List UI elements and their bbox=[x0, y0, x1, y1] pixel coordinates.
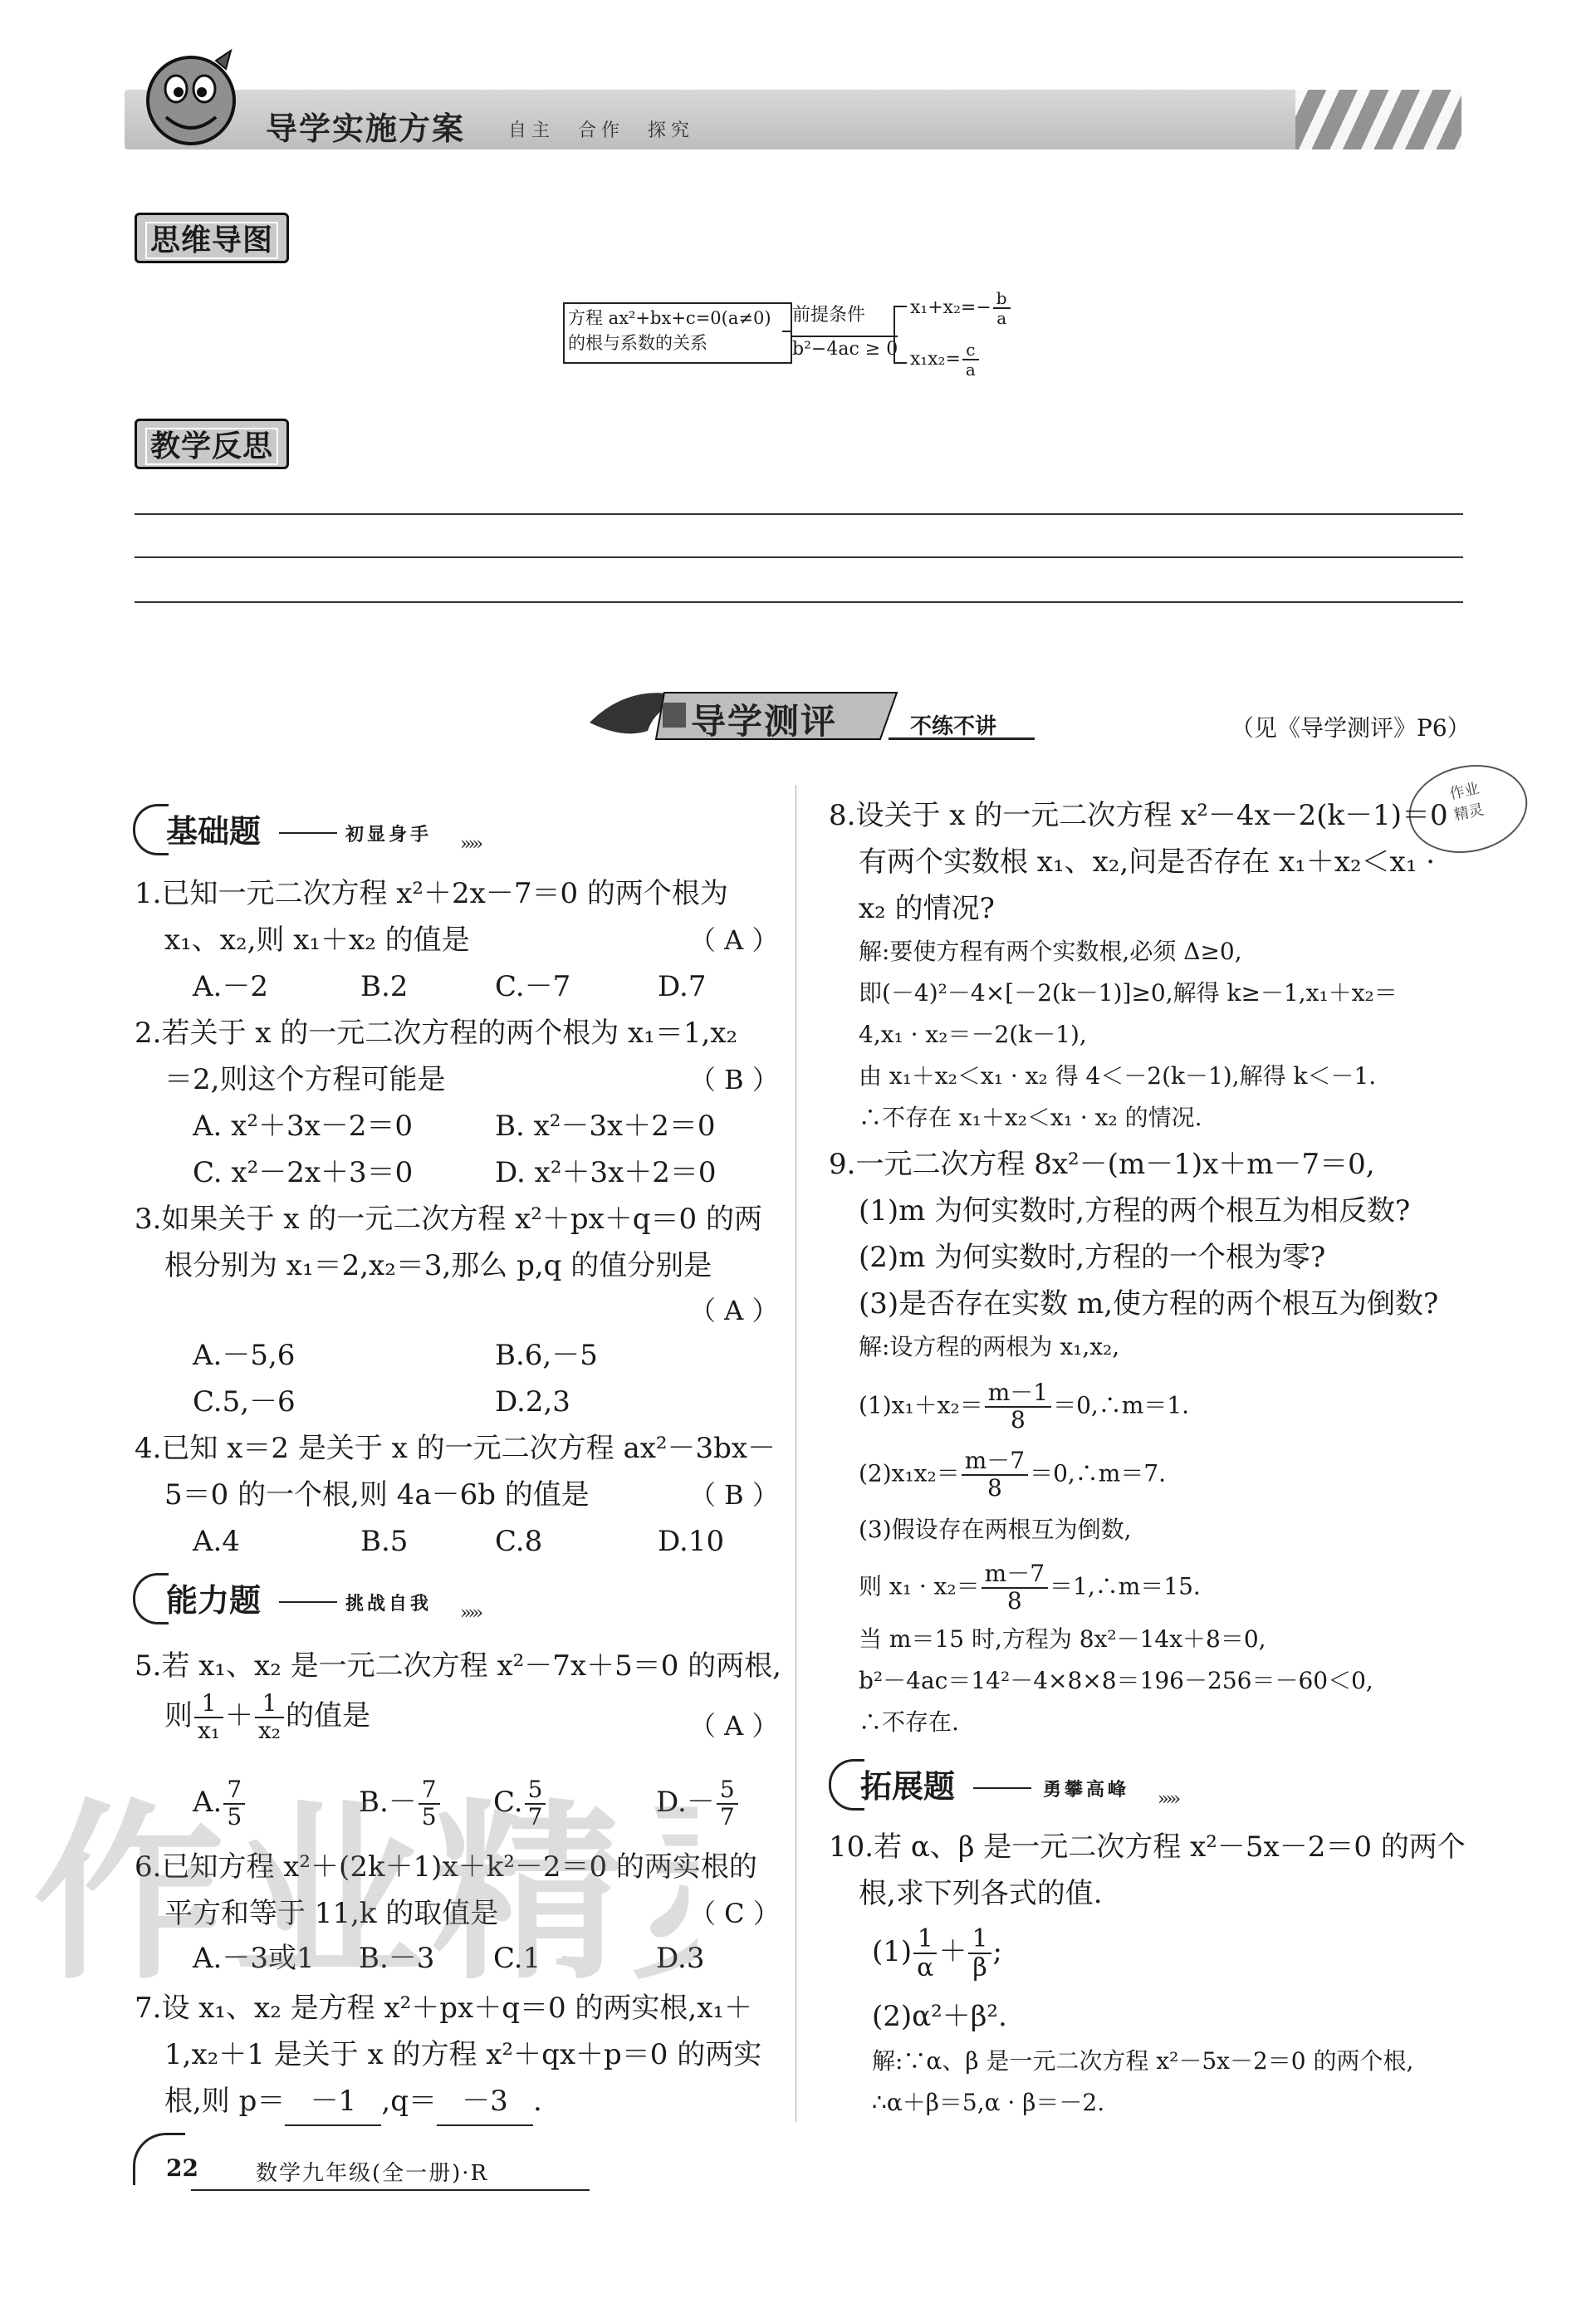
mindmap-box-line2: 的根与系数的关系 bbox=[568, 333, 707, 353]
svg-text:作业精灵: 作业精 bbox=[33, 1784, 632, 1993]
stamp-logo: 作业 精灵 bbox=[1401, 754, 1535, 864]
q6-line2: 平方和等于 11,k 的取值是 bbox=[164, 1897, 499, 1930]
mindmap-connector bbox=[782, 331, 792, 332]
section-ability-title: 能力题 bbox=[166, 1582, 262, 1619]
section-ability-sub: 挑战自我 bbox=[345, 1593, 433, 1615]
reflection-line-3 bbox=[135, 601, 1463, 603]
section-basic-line bbox=[279, 832, 337, 834]
q2-option-d: D. x²＋3x＋2＝0 bbox=[495, 1156, 717, 1189]
q9-solution-2: (1)x₁＋x₂＝ $\frac{m-1}{8}$ ＝0,∴m＝1. bbox=[859, 1379, 1190, 1433]
chevrons-icon: ››››› bbox=[1158, 1789, 1177, 1810]
q9-line2: (1)m 为何实数时,方程的两个根互为相反数? bbox=[859, 1194, 1411, 1228]
q1-line1: 1.已知一元二次方程 x²＋2x－7＝0 的两个根为 bbox=[135, 877, 728, 910]
q8-line2: 有两个实数根 x₁、x₂,问是否存在 x₁＋x₂＜x₁ · bbox=[859, 845, 1436, 879]
q2-option-a: A. x²＋3x－2＝0 bbox=[193, 1110, 414, 1143]
q1-answer: （ A ） bbox=[689, 924, 779, 956]
q8-solution-5: ∴不存在 x₁＋x₂＜x₁ · x₂ 的情况. bbox=[859, 1104, 1202, 1131]
q3-option-a: A.－5,6 bbox=[193, 1339, 296, 1372]
reflection-line-1 bbox=[135, 513, 1463, 515]
q10-solution-2: ∴α＋β＝5,α · β＝－2. bbox=[872, 2089, 1105, 2116]
q8-line1: 8.设关于 x 的一元二次方程 x²－4x－2(k－1)＝0 bbox=[829, 799, 1448, 832]
section-arc bbox=[133, 1573, 169, 1624]
banner-rule bbox=[889, 737, 1035, 740]
q6-option-d: D.3 bbox=[656, 1942, 705, 1975]
banner-title: 导学测评 bbox=[691, 701, 838, 742]
section-extend-line bbox=[973, 1787, 1031, 1789]
mindmap-condition: b²−4ac ≥ 0 bbox=[792, 336, 898, 360]
q7-blank-p: －1 bbox=[285, 2078, 381, 2126]
q4-answer: （ B ） bbox=[689, 1479, 779, 1511]
section-extend-title: 拓展题 bbox=[860, 1768, 956, 1805]
q2-option-b: B. x²－3x＋2＝0 bbox=[495, 1110, 716, 1143]
q4-option-c: C.8 bbox=[495, 1525, 543, 1558]
q2-answer: （ B ） bbox=[689, 1064, 779, 1095]
mindmap-premise: 前提条件 bbox=[792, 305, 866, 326]
q7-line3: 根,则 p＝ －1 ,q＝ －3 . bbox=[164, 2078, 542, 2126]
q4-line1: 4.已知 x＝2 是关于 x 的一元二次方程 ax²－3bx－ bbox=[135, 1432, 776, 1465]
section-extend-sub: 勇攀高峰 bbox=[1043, 1779, 1130, 1801]
q2-line2: ＝2,则这个方程可能是 bbox=[164, 1063, 446, 1096]
q10-part2: (2)α²＋β². bbox=[872, 2000, 1007, 2033]
q1-option-c: C.－7 bbox=[495, 970, 571, 1003]
q2-line1: 2.若关于 x 的一元二次方程的两个根为 x₁＝1,x₂ bbox=[135, 1017, 738, 1050]
q1-option-a: A.－2 bbox=[193, 970, 268, 1003]
q6-answer: （ C ） bbox=[689, 1898, 780, 1929]
reflection-line-2 bbox=[135, 556, 1463, 558]
q3-line2: 根分别为 x₁＝2,x₂＝3,那么 p,q 的值分别是 bbox=[164, 1249, 712, 1282]
q6-option-b: B.－3 bbox=[359, 1942, 435, 1975]
q4-line2: 5＝0 的一个根,则 4a－6b 的值是 bbox=[164, 1478, 590, 1512]
q8-line3: x₂ 的情况? bbox=[859, 892, 995, 925]
q1-option-d: D.7 bbox=[658, 970, 707, 1003]
watermark bbox=[33, 1777, 698, 2042]
q3-option-c: C.5,－6 bbox=[193, 1385, 296, 1419]
q10-line1: 10.若 α、β 是一元二次方程 x²－5x－2＝0 的两个 bbox=[829, 1830, 1466, 1864]
header-stripes bbox=[1295, 90, 1461, 149]
q6-option-c: C.1 bbox=[493, 1942, 541, 1975]
q6-line1: 6.已知方程 x²＋(2k＋1)x＋k²－2＝0 的两实根的 bbox=[135, 1850, 757, 1884]
q9-solution-8: ∴不存在. bbox=[859, 1708, 959, 1736]
header-subtitle: 自主 合作 探究 bbox=[508, 120, 695, 141]
mindmap-brace bbox=[893, 306, 907, 364]
section-basic-sub: 初显身手 bbox=[345, 824, 433, 845]
q4-option-a: A.4 bbox=[193, 1525, 240, 1558]
q3-answer: （ A ） bbox=[689, 1295, 779, 1326]
q8-solution-1: 解:要使方程有两个实数根,必须 Δ≥0, bbox=[859, 938, 1242, 965]
chevrons-icon: ››››› bbox=[460, 1603, 480, 1624]
q4-option-b: B.5 bbox=[360, 1525, 409, 1558]
q9-solution-4: (3)假设存在两根互为倒数, bbox=[859, 1516, 1132, 1543]
q3-line1: 3.如果关于 x 的一元二次方程 x²＋px＋q＝0 的两 bbox=[135, 1203, 762, 1236]
q5-option-c: C. $\frac{5}{7}$ bbox=[493, 1777, 547, 1830]
q9-solution-1: 解:设方程的两根为 x₁,x₂, bbox=[859, 1333, 1120, 1360]
q9-solution-3: (2)x₁x₂＝ $\frac{m-7}{8}$ ＝0,∴m＝7. bbox=[859, 1447, 1167, 1502]
q5-option-d: D.－ $\frac{5}{7}$ bbox=[656, 1777, 740, 1830]
reference-note: （见《导学测评》P6） bbox=[1231, 714, 1471, 742]
q3-option-d: D.2,3 bbox=[495, 1385, 570, 1419]
q7-line1: 7.设 x₁、x₂ 是方程 x²＋px＋q＝0 的两实根,x₁＋ bbox=[135, 1992, 753, 2025]
q5-line2: 则 $\frac{1}{\text{x₁}}$ ＋ $\frac{1}{\text{x₂}}$ 的值是 bbox=[164, 1689, 371, 1744]
mindmap-box-line1: 方程 ax²+bx+c=0(a≠0) bbox=[568, 308, 771, 328]
banner-tag: 不练不讲 bbox=[910, 714, 997, 739]
q9-line1: 9.一元二次方程 8x²－(m－1)x＋m－7＝0, bbox=[829, 1148, 1375, 1181]
section-basic-title: 基础题 bbox=[166, 813, 262, 850]
q1-line2: x₁、x₂,则 x₁＋x₂ 的值是 bbox=[164, 924, 470, 957]
q9-line4: (3)是否存在实数 m,使方程的两个根互为倒数? bbox=[859, 1287, 1439, 1321]
chevrons-icon: ››››› bbox=[460, 834, 480, 855]
q4-option-d: D.10 bbox=[658, 1525, 725, 1558]
q10-solution-1: 解:∵α、β 是一元二次方程 x²－5x－2＝0 的两个根, bbox=[872, 2047, 1414, 2075]
footer-rule bbox=[191, 2189, 590, 2191]
section-arc bbox=[133, 804, 169, 855]
q10-line2: 根,求下列各式的值. bbox=[859, 1877, 1103, 1910]
reflection-tag: 教学反思 bbox=[135, 419, 289, 469]
q8-solution-4: 由 x₁＋x₂＜x₁ · x₂ 得 4＜－2(k－1),解得 k＜－1. bbox=[859, 1062, 1377, 1090]
q5-line1: 5.若 x₁、x₂ 是一元二次方程 x²－7x＋5＝0 的两根, bbox=[135, 1649, 781, 1683]
q10-part1: (1) $\frac{1}{\alpha}$ ＋ $\frac{1}{\beta}$ ; bbox=[872, 1924, 1002, 1982]
q2-option-c: C. x²－2x＋3＝0 bbox=[193, 1156, 414, 1189]
q8-solution-2: 即(－4)²－4×[－2(k－1)]≥0,解得 k≥－1,x₁＋x₂＝ bbox=[859, 979, 1398, 1007]
header-title: 导学实施方案 bbox=[266, 110, 466, 147]
section-arc bbox=[829, 1759, 864, 1811]
page-number: 22 bbox=[166, 2154, 198, 2182]
q9-line3: (2)m 为何实数时,方程的一个根为零? bbox=[859, 1241, 1326, 1274]
q6-option-a: A.－3或1 bbox=[193, 1942, 315, 1975]
q1-option-b: B.2 bbox=[360, 970, 409, 1003]
q7-blank-q: －3 bbox=[437, 2078, 533, 2126]
mascot-icon bbox=[133, 46, 249, 162]
q5-option-a: A. $\frac{7}{5}$ bbox=[193, 1777, 247, 1830]
section-ability-line bbox=[279, 1601, 337, 1603]
mindmap-product: x₁x₂= $\frac{c}{a}$ bbox=[910, 341, 981, 379]
q8-solution-3: 4,x₁ · x₂＝－2(k－1), bbox=[859, 1021, 1087, 1048]
mindmap-sum: x₁+x₂=− $\frac{b}{a}$ bbox=[910, 289, 1012, 327]
mindmap-box bbox=[563, 302, 792, 364]
q7-line2: 1,x₂＋1 是关于 x 的方程 x²＋qx＋p＝0 的两实 bbox=[164, 2038, 762, 2071]
q3-option-b: B.6,－5 bbox=[495, 1339, 598, 1372]
q9-solution-7: b²－4ac＝14²－4×8×8＝196－256＝－60＜0, bbox=[859, 1667, 1373, 1694]
footer-book-title: 数学九年级(全一册)·R bbox=[256, 2161, 489, 2186]
q9-solution-6: 当 m＝15 时,方程为 8x²－14x＋8＝0, bbox=[859, 1625, 1266, 1653]
q9-solution-5: 则 x₁ · x₂＝ $\frac{m-7}{8}$ ＝1,∴m＝15. bbox=[859, 1560, 1201, 1615]
q5-answer: （ A ） bbox=[689, 1710, 779, 1742]
mindmap-tag: 思维导图 bbox=[135, 213, 289, 263]
q5-option-b: B.－ $\frac{7}{5}$ bbox=[359, 1777, 442, 1830]
